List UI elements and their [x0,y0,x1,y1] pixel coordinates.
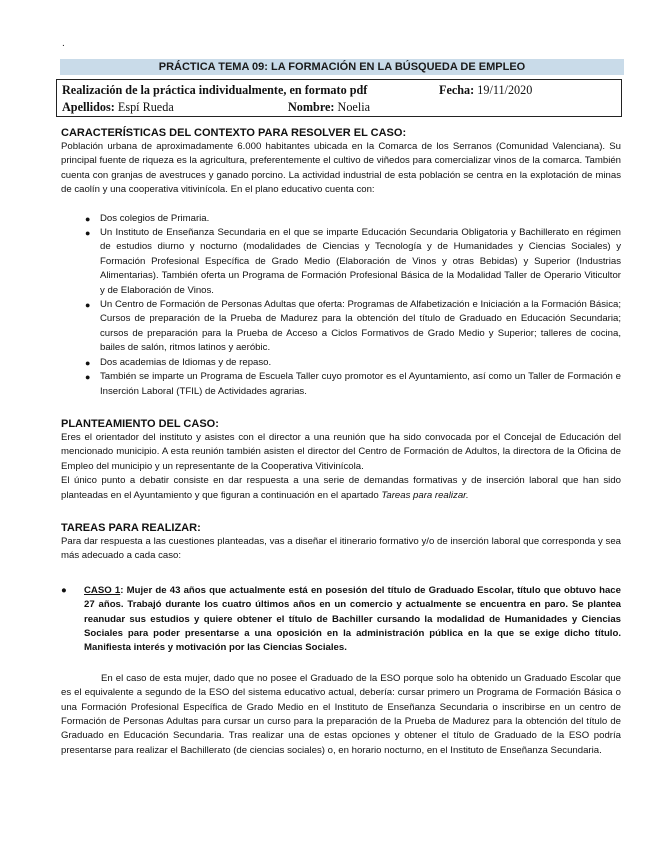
fecha-value: 19/11/2020 [477,83,533,97]
fecha-label: Fecha: [439,83,475,97]
document-body [61,126,621,758]
tareas-reference: Tareas para realizar. [381,489,469,501]
case-list [61,584,621,656]
case-item [61,584,621,656]
planteamiento-heading: PLANTEAMIENTO DEL CASO: [61,417,219,430]
list-item-text: Dos academias de Idiomas y de repaso. [100,356,272,368]
page-title-banner: PRÁCTICA TEMA 09: LA FORMACIÓN EN LA BÚSQUEDA DE EMPLEO [60,59,624,75]
nombre-label: Nombre: [288,100,335,114]
list-item [85,212,621,226]
tareas-heading: TAREAS PARA REALIZAR: [61,521,201,534]
case-text: : Mujer de 43 años que actualmente está en posesión del título de Graduado Escolar, título que obtuvo hace 27 años. Trabajó durante los cuatro últimos años en un comercio y actualmente se encuentra en paro. Se plantea reanudar sus estudios y quiere obtener el título de Bachiller cursando la modalidad de Humanidades y Ciencias Sociales para poder presentarse a una oposición en la administración pública en la que se exige dicho título. Manifiesta interés y motivación por las Ciencias Sociales. [84,584,621,654]
bullet-icon: ● [85,213,91,224]
realizacion-text: Realización de la práctica individualmente, en formato pdf [62,83,368,97]
planteamiento-p2-text: El único punto a debatir consiste en dar respuesta a una serie de demandas formativas y de inserción laboral que han sido planteadas en el Ayuntamiento y que figuran a continuación en el apartado [61,475,621,501]
planteamiento-p2 [61,474,621,503]
info-row-1 [62,82,533,98]
bullet-icon: ● [85,228,91,239]
info-row-2 [62,99,612,115]
bullet-icon: ● [61,584,67,596]
list-item [85,226,621,298]
list-item [85,370,621,399]
bullet-icon: ● [85,357,91,368]
bullet-icon: ● [85,372,91,383]
nombre-value: Noelia [337,100,371,114]
case-answer: En el caso de esta mujer, dado que no posee el Graduado de la ESO porque solo ha obtenido un Graduado Escolar que es el equivalente a segundo de la ESO del sistema educativo actual, debería: cursar primero un Programa de Formación Básica o una Formación Profesional Específica de Grado Medio en el Instituto de Enseñanza Secundaria o inscribirse en un centro de Formación de Personas Adultas para cursar un curso para la preparación de la Prueba de Madurez para la obtención del título de Graduado en Educación Secundaria. Tras realizar una de estas opciones y obtener el título de Graduado de la ESO podría presentarse para realizar el Bachillerato (de ciencias sociales) o, en horario nocturno, en el Instituto de Enseñanza Secundaria. [61,672,621,756]
contexto-intro: Población urbana de aproximadamente 6.000 habitantes ubicada en la Comarca de los Serranos (Comunidad Valenciana). Su principal fuente de riqueza es la agricultura, preferentemente el cultivo de viñedos para comercializar vinos de la comarca. También cuenta con granjas de avestruces y ganado porcino. La actividad industrial de esta población se centra en la explotación de minas de caolín y una cooperativa vitivinícola. En el plano educativo cuenta con: [61,141,621,196]
list-item [85,356,621,370]
info-box [56,79,622,117]
case-label: CASO 1 [84,584,121,596]
list-item [85,298,621,356]
fecha-group [439,82,532,98]
list-item-text: Dos colegios de Primaria. [100,212,210,224]
list-item-text: También se imparte un Programa de Escuela Taller cuyo promotor es el Ayuntamiento, así como un Taller de Formación e Inserción Laboral (TFIL) de Actividades agrarias. [100,371,621,397]
contexto-list [85,212,621,399]
planteamiento-p1: Eres el orientador del instituto y asistes con el director a una reunión que ha sido convocada por el Concejal de Educación del mencionado municipio. A esta reunión también asisten el director del Centro de Formación de Adultos, la directora de la Oficina de Empleo del municipio y un representante de la Cooperativa Vitivinícola. [61,431,621,472]
nombre-group [288,99,370,115]
tareas-intro: Para dar respuesta a las cuestiones planteadas, vas a diseñar el itinerario formativo y/o de inserción laboral que corresponda y sea más adecuado a cada caso: [61,535,621,562]
bullet-icon: ● [85,300,91,311]
apellidos-label: Apellidos: [62,100,115,114]
contexto-heading: CARACTERÍSTICAS DEL CONTEXTO PARA RESOLVER EL CASO: [61,127,407,139]
list-item-text: Un Instituto de Enseñanza Secundaria en el que se imparte Educación Secundaria Obligatoria y Bachillerato en régimen de estudios diurno y nocturno (modalidades de Ciencias y Tecnología y de Humanidades y Ciencias Sociales) y Formación Profesional Específica de Grado Medio (Elaboración de Vinos y otras Bebidas) y Superior (Industrias Alimentarias). También oferta un Programa de Formación Profesional Básica de la Modalidad Taller de Operario Viticultor y de Elaboración de Vinos. [100,227,621,296]
list-item-text: Un Centro de Formación de Personas Adultas que oferta: Programas de Alfabetización e Iniciación a la Formación Básica; Cursos de preparación de la Prueba de Madurez para la obtención del título de Graduado en Educación Secundaria; cursos de preparación para la Prueba de Acceso a Ciclos Formativos de Grado Medio y Superior; talleres de cocina, bailes de salón, ritmos latinos y aeróbic. [100,299,621,354]
apellidos-value: Espí Rueda [117,100,174,114]
stray-dot: . [62,38,65,49]
